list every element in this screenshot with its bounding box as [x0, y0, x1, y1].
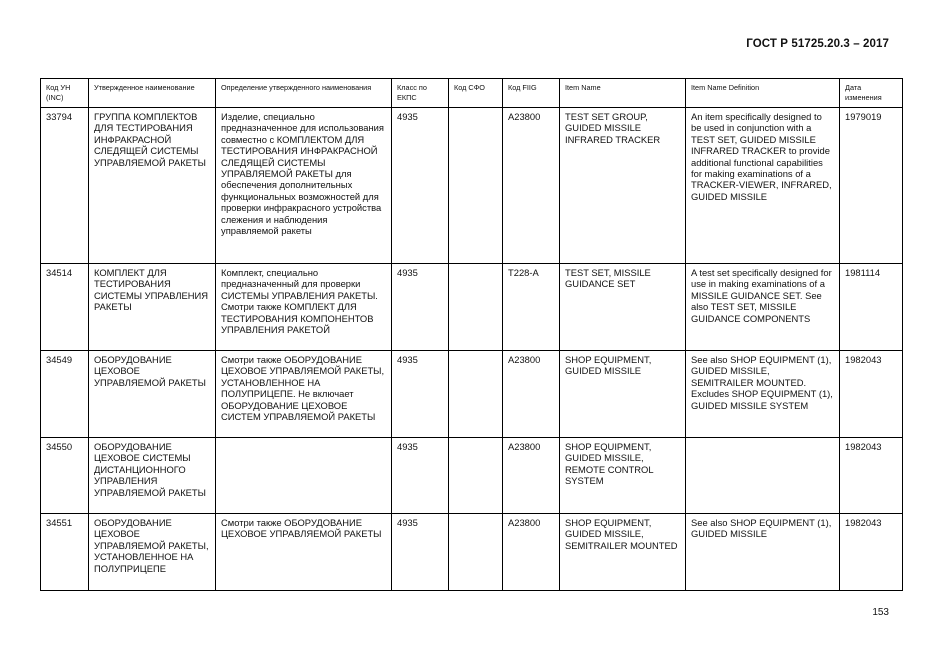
cell-date: 1982043 [840, 514, 903, 591]
col-header-item-def: Item Name Definition [686, 79, 840, 108]
cell-item-def [686, 438, 840, 514]
cell-definition-ru: Смотри также ОБОРУДОВАНИЕ ЦЕХОВОЕ УПРАВЛЯЕМОЙ РАКЕТЫ [216, 514, 392, 591]
cell-class: 4935 [392, 351, 449, 438]
cell-item-def: An item specifically designed to be used in conjunction with a TEST SET, GUIDED MISSILE INFRARED TRACKER to provide additional functional capabilities for making examinations of a TRACKER-VIEWER, INFRARED, GUIDED MISSILE [686, 108, 840, 264]
cell-class: 4935 [392, 438, 449, 514]
cell-sfo [449, 438, 503, 514]
cell-sfo [449, 351, 503, 438]
col-header-date: Дата изменения [840, 79, 903, 108]
col-header-fiig: Код FIIG [503, 79, 560, 108]
table-row [41, 351, 903, 438]
col-header-item-name: Item Name [560, 79, 686, 108]
col-header-inc: Код УН (INC) [41, 79, 89, 108]
cell-inc: 34550 [41, 438, 89, 514]
cell-name-ru: ГРУППА КОМПЛЕКТОВ ДЛЯ ТЕСТИРОВАНИЯ ИНФРАКРАСНОЙ СЛЕДЯЩЕЙ СИСТЕМЫ УПРАВЛЯЕМОЙ РАКЕТЫ [89, 108, 216, 264]
cell-class: 4935 [392, 108, 449, 264]
cell-date: 1982043 [840, 351, 903, 438]
cell-class: 4935 [392, 514, 449, 591]
col-header-class: Класс по ЕКПС [392, 79, 449, 108]
cell-item-name: SHOP EQUIPMENT, GUIDED MISSILE, REMOTE CONTROL SYSTEM [560, 438, 686, 514]
cell-sfo [449, 514, 503, 591]
cell-sfo [449, 264, 503, 351]
cell-inc: 33794 [41, 108, 89, 264]
table-row [41, 108, 903, 264]
cell-name-ru: ОБОРУДОВАНИЕ ЦЕХОВОЕ УПРАВЛЯЕМОЙ РАКЕТЫ [89, 351, 216, 438]
cell-date: 1981114 [840, 264, 903, 351]
cell-inc: 34549 [41, 351, 89, 438]
cell-fiig: A23800 [503, 108, 560, 264]
cell-name-ru: ОБОРУДОВАНИЕ ЦЕХОВОЕ УПРАВЛЯЕМОЙ РАКЕТЫ, УСТАНОВЛЕННОЕ НА ПОЛУПРИЦЕПЕ [89, 514, 216, 591]
page-number: 153 [872, 607, 889, 618]
cell-fiig: A23800 [503, 514, 560, 591]
col-header-definition-ru: Определение утвержденного наименования [216, 79, 392, 108]
col-header-sfo: Код СФО [449, 79, 503, 108]
cell-inc: 34514 [41, 264, 89, 351]
cell-definition-ru: Изделие, специально предназначенное для использования совместно с КОМПЛЕКТОМ ДЛЯ ТЕСТИРОВАНИЯ ИНФРАКРАСНОЙ СЛЕДЯЩЕЙ СИСТЕМЫ УПРАВЛЯЕМОЙ РАКЕТЫ для обеспечения дополнительных функциональных возможностей для проверки инфракрасного устройства слежения и наблюдения управляемой ракеты [216, 108, 392, 264]
cell-date: 1982043 [840, 438, 903, 514]
cell-fiig: A23800 [503, 438, 560, 514]
table-row [41, 514, 903, 591]
cell-item-def: See also SHOP EQUIPMENT (1), GUIDED MISSILE, SEMITRAILER MOUNTED. Excludes SHOP EQUIPMENT (1), GUIDED MISSILE SYSTEM [686, 351, 840, 438]
cell-definition-ru: Комплект, специально предназначенный для проверки СИСТЕМЫ УПРАВЛЕНИЯ РАКЕТЫ. Смотри также КОМПЛЕКТ ДЛЯ ТЕСТИРОВАНИЯ КОМПОНЕНТОВ УПРАВЛЕНИЯ РАКЕТОЙ [216, 264, 392, 351]
cell-item-name: TEST SET, MISSILE GUIDANCE SET [560, 264, 686, 351]
cell-item-name: SHOP EQUIPMENT, GUIDED MISSILE, SEMITRAILER MOUNTED [560, 514, 686, 591]
cell-name-ru: КОМПЛЕКТ ДЛЯ ТЕСТИРОВАНИЯ СИСТЕМЫ УПРАВЛЕНИЯ РАКЕТЫ [89, 264, 216, 351]
cell-name-ru: ОБОРУДОВАНИЕ ЦЕХОВОЕ СИСТЕМЫ ДИСТАНЦИОННОГО УПРАВЛЕНИЯ УПРАВЛЯЕМОЙ РАКЕТЫ [89, 438, 216, 514]
document-header: ГОСТ Р 51725.20.3 – 2017 [746, 38, 889, 50]
cell-sfo [449, 108, 503, 264]
cell-inc: 34551 [41, 514, 89, 591]
inc-table [40, 78, 903, 591]
cell-date: 1979019 [840, 108, 903, 264]
table-row [41, 438, 903, 514]
cell-class: 4935 [392, 264, 449, 351]
cell-item-name: SHOP EQUIPMENT, GUIDED MISSILE [560, 351, 686, 438]
cell-item-name: TEST SET GROUP, GUIDED MISSILE INFRARED TRACKER [560, 108, 686, 264]
cell-definition-ru [216, 438, 392, 514]
col-header-name-ru: Утвержденное наименование [89, 79, 216, 108]
cell-fiig: T228-A [503, 264, 560, 351]
table-header-row [41, 79, 903, 108]
cell-item-def: See also SHOP EQUIPMENT (1), GUIDED MISSILE [686, 514, 840, 591]
cell-item-def: A test set specifically designed for use in making examinations of a MISSILE GUIDANCE SET. See also TEST SET, MISSILE GUIDANCE COMPONENTS [686, 264, 840, 351]
cell-fiig: A23800 [503, 351, 560, 438]
cell-definition-ru: Смотри также ОБОРУДОВАНИЕ ЦЕХОВОЕ УПРАВЛЯЕМОЙ РАКЕТЫ, УСТАНОВЛЕННОЕ НА ПОЛУПРИЦЕПЕ. Не включает ОБОРУДОВАНИЕ ЦЕХОВОЕ СИСТЕМ УПРАВЛЯЕМОЙ РАКЕТЫ [216, 351, 392, 438]
table-row [41, 264, 903, 351]
